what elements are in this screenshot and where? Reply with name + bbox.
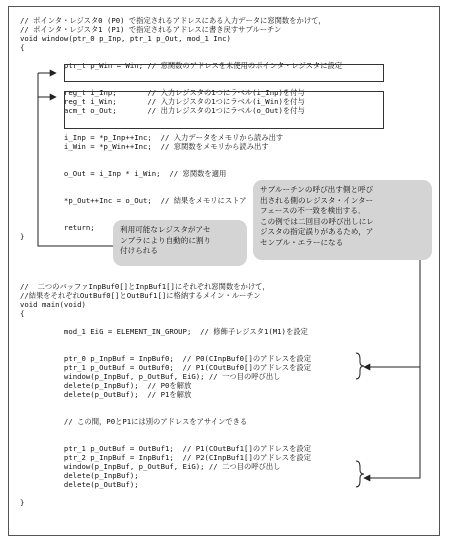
subroutine-code-line: acm_t o_Out; // 出力レジスタの1つにラベル(o_Out)を付与 (20, 106, 305, 115)
subroutine-code-line: } (20, 232, 25, 241)
main-code-line: } (20, 498, 25, 507)
main-code-line: // この間，P0とP1には別のアドレスをアサインできる (20, 417, 248, 426)
subroutine-code-line: ptr_t p_Win = Win; // 窓関数のアドレスを未使用のポインタ・レジスタに設定 (20, 61, 343, 70)
subroutine-code-line: *p_Out++Inc = o_Out; // 結果をメモリにストア (20, 196, 247, 205)
main-code-line: ptr_1 p_OutBuf = OutBuf0; // P1(COutBuf0[]のアドレスを設定 (20, 363, 311, 372)
main-code-line: // 二つのバッファInpBuf0[]とInpBuf1[]にそれぞれ窓関数をかけて， (20, 282, 270, 291)
subroutine-code-line: { (20, 43, 25, 52)
main-code-line: { (20, 309, 25, 318)
main-code-line: ptr_1 p_OutBuf = OutBuf1; // P1(COutBuf1[]のアドレスを設定 (20, 444, 311, 453)
right-connector (364, 260, 420, 478)
main-code-line: delete(p_InpBuf); // P0を解放 (20, 381, 192, 390)
subroutine-code-line: reg_t i_Inp; // 入力レジスタの1つにラベル(i_Inp)を付与 (20, 88, 305, 97)
subroutine-code-line: o_Out = i_Inp * i_Win; // 窓関数を適用 (20, 169, 227, 178)
main-code-line: ptr_2 p_InpBuf = InpBuf1; // P2(CInpBuf1[]のアドレスを設定 (20, 453, 311, 462)
main-code-line: delete(p_OutBuf); // P1を解放 (20, 390, 192, 399)
brace-first-call (356, 353, 364, 379)
subroutine-code-line: // ポインタ・レジスタ1 (P1) で指定されるアドレスに書き戻すサブルーチン (20, 25, 282, 34)
subroutine-code-line: void window(ptr_0 p_Inp, ptr_1 p_Out, mod_1 Inc) (20, 34, 231, 43)
subroutine-code-line: i_Win = *p_Win++Inc; // 窓関数をメモリから読み出す (20, 142, 269, 151)
main-code-line: delete(p_OutBuf); (20, 480, 139, 489)
main-code-line: mod_1 EiG = ELEMENT_IN_GROUP; // 修飾子レジスタ1(M1)を設定 (20, 327, 308, 336)
main-code-line: window(p_InpBuf, p_OutBuf, EiG); // 二つ目の呼び出し (20, 462, 281, 471)
brace-second-call (356, 461, 364, 487)
subroutine-code-line: // ポインタ・レジスタ0 (P0) で指定されるアドレスにある入力データに窓関数をかけて， (20, 16, 326, 25)
main-code-line: //結果をそれぞれOutBuf0[]とOutBuf1[]に格納するメイン・ルーチン (20, 291, 261, 300)
subroutine-code-line: reg_t i_Win; // 入力レジスタの1つにラベル(i_Win)を付与 (20, 97, 305, 106)
main-code-line: delete(p_InpBuf); (20, 471, 139, 480)
main-code-line: void main(void) (20, 300, 86, 309)
main-code-line: ptr_0 p_InpBuf = InpBuf0; // P0(CInpBuf0[]のアドレスを設定 (20, 354, 311, 363)
subroutine-code-line: return; (20, 223, 95, 232)
left-connector (38, 97, 113, 246)
register-allocation-note: 利用可能なレジスタがアセ ンブラにより自動的に割り 付けられる (113, 220, 247, 266)
main-code-line: window(p_InpBuf, p_OutBuf, EiG); // 一つ目の呼び出し (20, 372, 281, 381)
interface-mismatch-note: サブルーチンの呼び出す側と呼び 出される側のレジスタ・インター フェースの不一致を検出する． この例では二回目の呼び出しにレ ジスタの指定誤りがあるため，ア センブル・エラーになる (253, 180, 432, 260)
subroutine-code-line: i_Inp = *p_Inp++Inc; // 入力データをメモリから読み出す (20, 133, 284, 142)
